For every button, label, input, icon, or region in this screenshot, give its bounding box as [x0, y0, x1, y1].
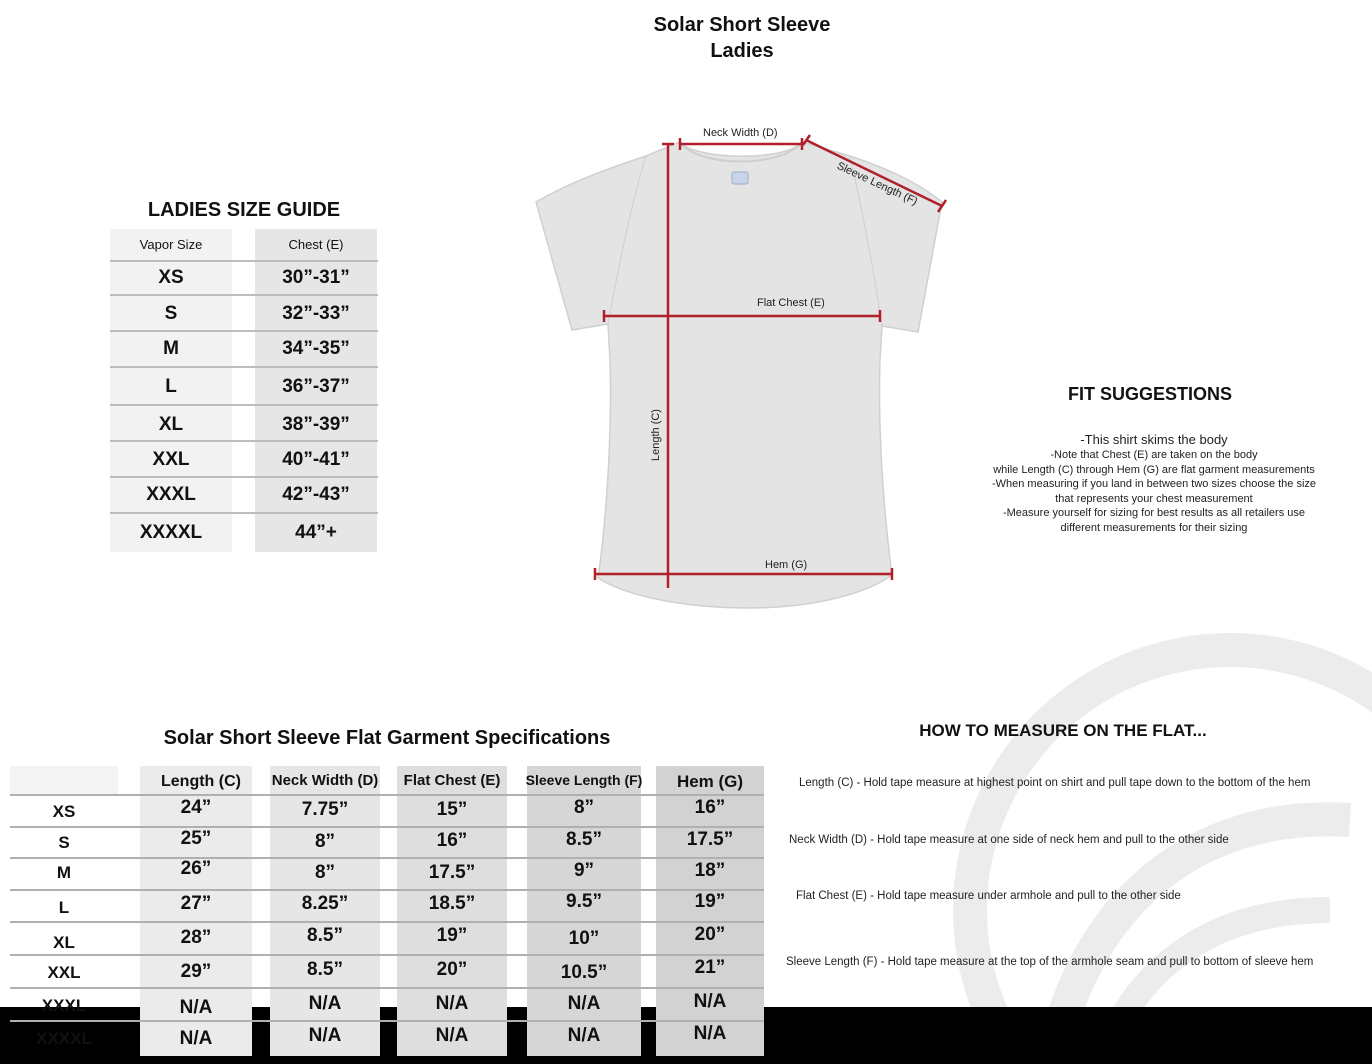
spec-cell: 16” — [694, 797, 726, 818]
fit-line: while Length (C) through Hem (G) are flat garment measurements — [993, 463, 1315, 476]
col-header-neck: Neck Width (D) — [271, 772, 379, 789]
spec-size-cell: XXXXL — [36, 1029, 92, 1048]
size-cell: S — [164, 303, 178, 324]
spec-cell: N/A — [179, 1028, 213, 1049]
col-header-chest: Flat Chest (E) — [403, 772, 501, 789]
divider — [10, 826, 764, 828]
divider — [10, 857, 764, 859]
chest-cell: 42”-43” — [282, 484, 350, 505]
spec-cell: 28” — [180, 927, 212, 948]
spec-cell: N/A — [567, 1025, 601, 1046]
spec-cell: 8” — [314, 862, 336, 883]
spec-cell: 18.5” — [428, 893, 476, 914]
spec-cell: 19” — [694, 891, 726, 912]
length-label: Length (C) — [650, 409, 662, 461]
divider — [10, 889, 764, 891]
spec-cell: N/A — [308, 1025, 342, 1046]
page-subtitle: Ladies — [710, 40, 774, 62]
divider — [110, 366, 378, 368]
shirt-shape — [536, 142, 942, 608]
size-cell: XXXL — [146, 484, 196, 505]
chest-cell: 32”-33” — [282, 303, 350, 324]
spec-size-cell: L — [58, 898, 70, 917]
spec-cell: 21” — [694, 957, 726, 978]
fit-line: -Note that Chest (E) are taken on the body — [1050, 449, 1258, 461]
divider — [10, 954, 764, 956]
spec-size-cell: XXL — [47, 963, 81, 982]
spec-cell: 20” — [694, 924, 726, 945]
table-row — [110, 331, 378, 367]
spec-cell: 17.5” — [428, 862, 476, 883]
chest-cell: 38”-39” — [282, 414, 350, 435]
spec-cell: N/A — [435, 1025, 469, 1046]
table-row — [110, 407, 378, 443]
spec-cell: 18” — [694, 860, 726, 881]
fit-line: -This shirt skims the body — [1080, 432, 1228, 447]
page-title: Solar Short Sleeve — [653, 14, 831, 36]
spec-cell: 8” — [573, 797, 595, 818]
spec-cell: N/A — [693, 991, 727, 1012]
fit-line: different measurements for their sizing — [1060, 521, 1248, 534]
table-row — [110, 442, 378, 478]
divider — [10, 794, 764, 796]
corner-cell — [10, 766, 118, 796]
sleeve-length-label: Sleeve Length (F) — [834, 160, 920, 208]
how-to-item-length: Length (C) - Hold tape measure at highest point on shirt and pull tape down to the bottom of the hem — [799, 777, 1311, 789]
fit-suggestions-text — [960, 432, 1348, 535]
spec-cell: 10” — [568, 928, 600, 949]
spec-cell: 8.5” — [307, 959, 343, 980]
fit-suggestions-title: FIT SUGGESTIONS — [1067, 384, 1232, 404]
size-column-header: Vapor Size — [139, 237, 203, 252]
fit-line: that represents your chest measurement — [1055, 492, 1253, 505]
table-row — [110, 260, 378, 296]
spec-cell: 24” — [180, 797, 212, 818]
size-cell: M — [163, 338, 179, 359]
size-cell: XXL — [152, 449, 190, 470]
size-cell: XS — [158, 267, 184, 288]
col-header-sleeve: Sleeve Length (F) — [525, 772, 643, 788]
chest-cell: 34”-35” — [282, 338, 350, 359]
spec-size-cell: M — [56, 863, 72, 882]
spec-cell: 8.5” — [566, 829, 602, 850]
divider — [10, 1020, 764, 1022]
chest-cell: 40”-41” — [282, 449, 350, 470]
size-cell: L — [165, 376, 177, 397]
flat-chest-label: Flat Chest (E) — [757, 297, 825, 309]
specs-title: Solar Short Sleeve Flat Garment Specifications — [163, 727, 611, 749]
fit-line: -When measuring if you land in between two sizes choose the size — [991, 478, 1317, 490]
chest-cell: 36”-37” — [282, 376, 350, 397]
spec-cell: 9” — [573, 860, 595, 881]
spec-cell: 27” — [180, 893, 212, 914]
spec-cell: 8” — [314, 831, 336, 852]
spec-size-cell: XS — [52, 802, 76, 821]
spec-size-cell: XL — [53, 933, 75, 952]
spec-size-cell: S — [58, 833, 70, 852]
spec-cell: 25” — [180, 828, 212, 849]
neck-width-label: Neck Width (D) — [703, 127, 778, 139]
spec-cell: 9.5” — [566, 891, 602, 912]
spec-cell: 19” — [436, 925, 468, 946]
spec-size-cell: XXXL — [41, 996, 87, 1015]
table-row — [110, 477, 378, 513]
divider — [110, 512, 378, 514]
divider — [110, 404, 378, 406]
how-to-measure-title: HOW TO MEASURE ON THE FLAT... — [919, 721, 1207, 740]
size-cell: XXXXL — [139, 522, 203, 543]
chest-column-header: Chest (E) — [288, 237, 344, 252]
table-row — [110, 296, 378, 332]
chest-cell: 30”-31” — [282, 267, 350, 288]
how-to-item-chest: Flat Chest (E) - Hold tape measure under armhole and pull to the other side — [796, 890, 1181, 902]
spec-cell: N/A — [435, 993, 469, 1014]
spec-cell: 10.5” — [560, 962, 608, 983]
spec-cell: 8.5” — [307, 925, 343, 946]
chest-cell: 44”+ — [295, 522, 337, 543]
spec-cell: 17.5” — [686, 829, 734, 850]
spec-cell: 20” — [436, 959, 468, 980]
spec-cell: 8.25” — [301, 893, 349, 914]
spec-cell: 29” — [180, 961, 212, 982]
col-header-hem: Hem (G) — [676, 772, 744, 791]
how-to-item-neck: Neck Width (D) - Hold tape measure at one side of neck hem and pull to the other side — [789, 834, 1229, 846]
hem-label: Hem (G) — [765, 559, 808, 571]
size-cell: XL — [158, 414, 184, 435]
spec-cell: 26” — [180, 858, 212, 879]
spec-cell: N/A — [567, 993, 601, 1014]
table-row — [110, 369, 378, 405]
divider — [10, 987, 764, 989]
how-to-item-sleeve: Sleeve Length (F) - Hold tape measure at the top of the armhole seam and pull to bottom of sleeve hem — [786, 956, 1314, 968]
spec-cell: N/A — [308, 993, 342, 1014]
fit-line: -Measure yourself for sizing for best results as all retailers use — [1002, 507, 1305, 519]
spec-cell: 15” — [436, 799, 468, 820]
spec-cell: 16” — [436, 830, 468, 851]
spec-cell: N/A — [179, 997, 213, 1018]
divider — [10, 921, 764, 923]
brand-tag-icon — [732, 172, 748, 184]
spec-cell: 7.75” — [301, 799, 349, 820]
spec-cell: N/A — [693, 1023, 727, 1044]
table-row — [110, 515, 378, 551]
col-header-length: Length (C) — [161, 773, 241, 790]
size-guide-heading: LADIES SIZE GUIDE — [147, 199, 341, 221]
